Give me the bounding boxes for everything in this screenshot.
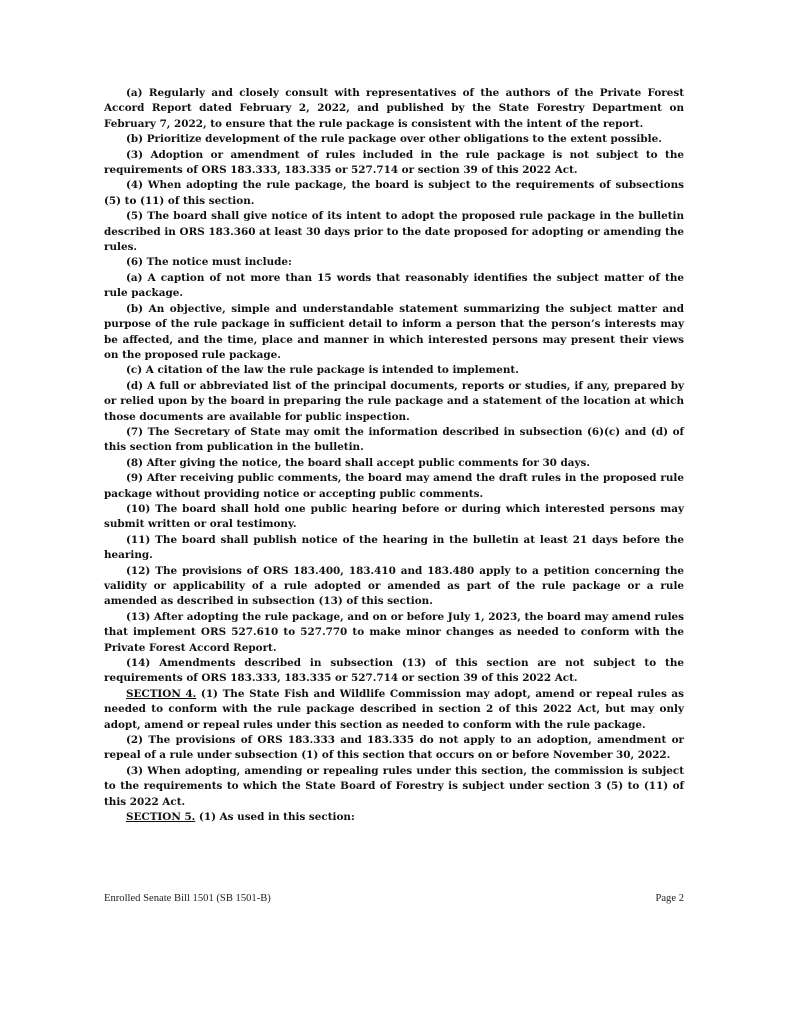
bill-body-text [104,86,684,826]
paragraph-text: (9) After receiving public comments, the board may amend the draft rules in the proposed rule package without providing notice or accepting public comments. [104,472,684,500]
paragraph [104,764,684,810]
footer-bill-title: Enrolled Senate Bill 1501 (SB 1501-B) [104,893,271,904]
paragraph-text: (14) Amendments described in subsection (13) of this section are not subject to the requirements of ORS 183.333, 183.335 or 527.714 or section 39 of this 2022 Act. [104,657,684,685]
paragraph [104,733,684,764]
paragraph [104,132,684,147]
paragraph [104,379,684,425]
paragraph-text: (c) A citation of the law the rule package is intended to implement. [126,364,519,377]
paragraph [104,656,684,687]
paragraph [104,810,684,825]
paragraph-text: (7) The Secretary of State may omit the information described in subsection (6)(c) and (d) of this section from publication in the bulletin. [104,425,684,454]
paragraph [104,502,684,533]
paragraph-text: (10) The board shall hold one public hearing before or during which interested persons may submit written or oral testimony. [104,502,684,531]
paragraph [104,425,684,456]
footer-page-number: Page 2 [655,893,684,904]
paragraph-text: (1) As used in this section: [195,811,355,824]
paragraph-text: (12) The provisions of ORS 183.400, 183.410 and 183.480 apply to a petition concerning the validity or applicability of a rule adopted or amended as part of the rule package or a rule amended as described in subsection (13) of this section. [104,564,684,608]
paragraph [104,471,684,502]
paragraph-text: (b) An objective, simple and understandable statement summarizing the subject matter and purpose of the rule package in sufficient detail to inform a person that the person’s interests may be affected, and the time, place and manner in which interested persons may present their views on the proposed rule package. [104,302,684,361]
paragraph-text: (5) The board shall give notice of its intent to adopt the proposed rule package in the bulletin described in ORS 183.360 at least 30 days prior to the date proposed for adopting or amending the rules. [104,210,684,254]
paragraph [104,363,684,378]
paragraph-text: (6) The notice must include: [126,256,292,269]
paragraph [104,687,684,733]
paragraph-text: (3) When adopting, amending or repealing rules under this section, the commission is subject to the requirements to which the State Board of Forestry is subject under section 3 (5) to (11) of this 2022 Act. [104,764,684,808]
paragraph-text: (8) After giving the notice, the board shall accept public comments for 30 days. [126,456,591,469]
section-heading: SECTION 5. [126,811,196,824]
paragraph-text: (3) Adoption or amendment of rules included in the rule package is not subject to the requirements of ORS 183.333, 183.335 or 527.714 or section 39 of this 2022 Act. [104,148,684,177]
paragraph [104,564,684,610]
paragraph [104,178,684,209]
paragraph-text: (2) The provisions of ORS 183.333 and 183.335 do not apply to an adoption, amendment or repeal of a rule under subsection (1) of this section that occurs on or before November 30, 2022. [104,734,684,762]
paragraph [104,456,684,471]
paragraph-text: (11) The board shall publish notice of the hearing in the bulletin at least 21 days before the hearing. [104,533,684,562]
paragraph-text: (1) The State Fish and Wildlife Commission may adopt, amend or repeal rules as needed to conform with the rule package described in section 2 of this 2022 Act, but may only adopt, amend or repeal rules under this section as needed to conform with the rule package. [104,687,684,731]
paragraph-text: (13) After adopting the rule package, and on or before July 1, 2023, the board may amend rules that implement ORS 527.610 to 527.770 to make minor changes as needed to conform with the Private Forest Accord Report. [104,610,684,654]
paragraph [104,148,684,179]
section-heading: SECTION 4. [126,687,197,700]
paragraph [104,209,684,255]
paragraph [104,271,684,302]
paragraph [104,533,684,564]
paragraph-text: (4) When adopting the rule package, the board is subject to the requirements of subsections (5) to (11) of this section. [104,179,684,207]
paragraph-text: (a) A caption of not more than 15 words that reasonably identifies the subject matter of the rule package. [104,271,684,300]
paragraph-text: (b) Prioritize development of the rule package over other obligations to the extent possible. [126,133,662,146]
paragraph [104,302,684,364]
paragraph-text: (d) A full or abbreviated list of the principal documents, reports or studies, if any, prepared by or relied upon by the board in preparing the rule package and a statement of the location at which those documents are available for public inspection. [104,379,684,423]
paragraph [104,86,684,132]
paragraph [104,255,684,270]
paragraph [104,610,684,656]
paragraph-text: (a) Regularly and closely consult with representatives of the authors of the Private Forest Accord Report dated February 2, 2022, and published by the State Forestry Department on February 7, 2022, to ensure that the rule package is consistent with the intent of the report. [104,87,684,130]
